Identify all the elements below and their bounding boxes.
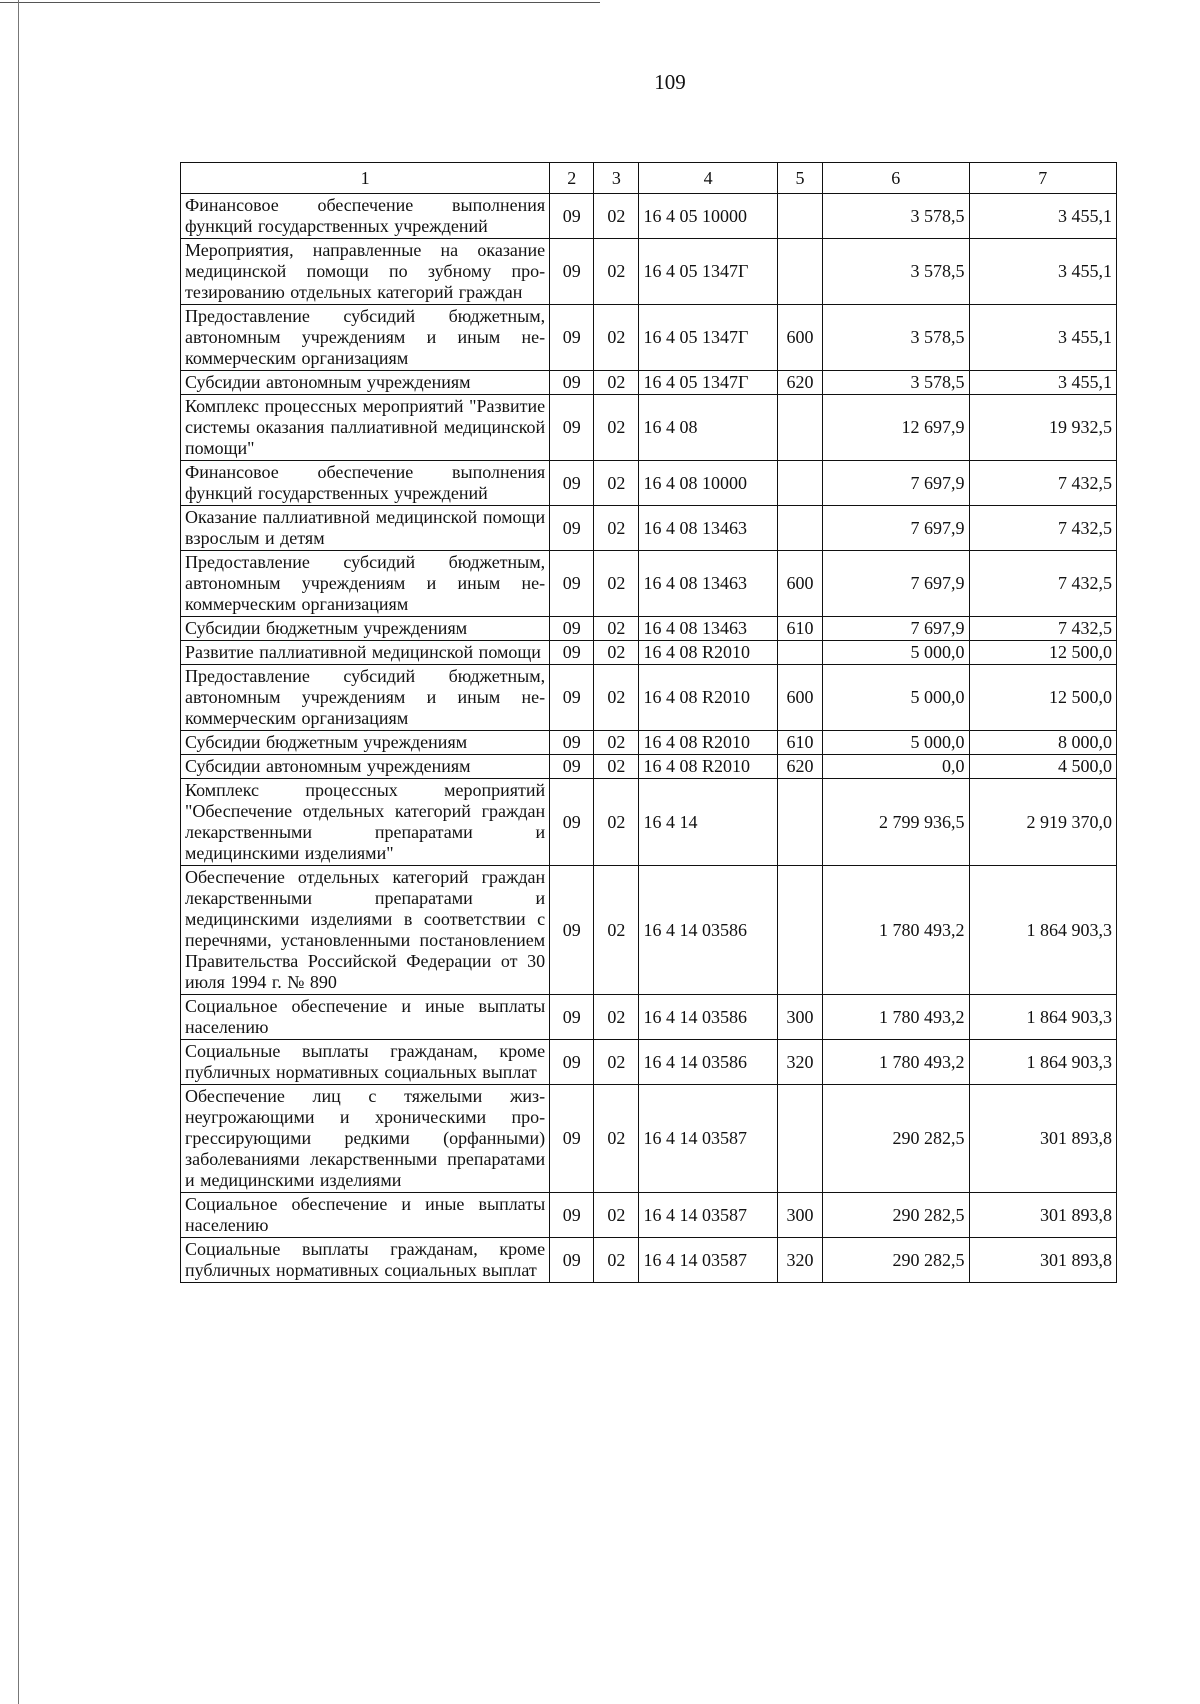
amount-col6-cell: 1 780 493,2 bbox=[823, 995, 969, 1040]
expense-type-cell: 320 bbox=[777, 1040, 822, 1085]
column-header: 2 bbox=[550, 163, 594, 194]
section-code-cell: 09 bbox=[550, 305, 594, 371]
table-row bbox=[181, 1040, 1117, 1085]
table-row bbox=[181, 665, 1117, 731]
amount-col7-cell: 19 932,5 bbox=[969, 395, 1117, 461]
column-header: 1 bbox=[181, 163, 550, 194]
expense-type-cell: 600 bbox=[777, 305, 822, 371]
budget-table bbox=[180, 162, 1117, 1283]
row-name-cell: Социальное обеспечение и иные выплаты населению bbox=[181, 1193, 550, 1238]
subsection-code-cell: 02 bbox=[594, 1193, 639, 1238]
table-row bbox=[181, 1193, 1117, 1238]
column-header: 5 bbox=[777, 163, 822, 194]
amount-col7-cell: 12 500,0 bbox=[969, 641, 1117, 665]
table-row bbox=[181, 779, 1117, 866]
expense-type-cell bbox=[777, 1085, 822, 1193]
target-article-cell: 16 4 14 bbox=[639, 779, 777, 866]
amount-col7-cell: 4 500,0 bbox=[969, 755, 1117, 779]
target-article-cell: 16 4 14 03586 bbox=[639, 995, 777, 1040]
expense-type-cell: 600 bbox=[777, 551, 822, 617]
table-row bbox=[181, 194, 1117, 239]
row-name-cell: Комплекс процессных мероприятий "Развитие системы оказания паллиативной медицинской помощи" bbox=[181, 395, 550, 461]
table-body bbox=[181, 194, 1117, 1283]
header-row bbox=[181, 163, 1117, 194]
section-code-cell: 09 bbox=[550, 1085, 594, 1193]
subsection-code-cell: 02 bbox=[594, 194, 639, 239]
expense-type-cell bbox=[777, 194, 822, 239]
amount-col6-cell: 3 578,5 bbox=[823, 239, 969, 305]
amount-col7-cell: 7 432,5 bbox=[969, 506, 1117, 551]
subsection-code-cell: 02 bbox=[594, 755, 639, 779]
target-article-cell: 16 4 08 13463 bbox=[639, 506, 777, 551]
amount-col7-cell: 1 864 903,3 bbox=[969, 866, 1117, 995]
scan-edge bbox=[18, 0, 19, 1704]
expense-type-cell: 610 bbox=[777, 617, 822, 641]
section-code-cell: 09 bbox=[550, 1193, 594, 1238]
section-code-cell: 09 bbox=[550, 995, 594, 1040]
target-article-cell: 16 4 08 R2010 bbox=[639, 755, 777, 779]
amount-col6-cell: 1 780 493,2 bbox=[823, 1040, 969, 1085]
amount-col6-cell: 7 697,9 bbox=[823, 617, 969, 641]
section-code-cell: 09 bbox=[550, 866, 594, 995]
amount-col7-cell: 7 432,5 bbox=[969, 461, 1117, 506]
row-name-cell: Обеспечение отдельных категорий граждан лекарственными препаратами и медицинскими изделиями в соответствии с перечнями, установленными постановлением Правительства Российской Федерации от 30 июля 1994 г. № 890 bbox=[181, 866, 550, 995]
target-article-cell: 16 4 14 03586 bbox=[639, 1040, 777, 1085]
amount-col7-cell: 3 455,1 bbox=[969, 239, 1117, 305]
row-name-cell: Оказание паллиативной медицинской помощи взрослым и детям bbox=[181, 506, 550, 551]
expense-type-cell bbox=[777, 641, 822, 665]
subsection-code-cell: 02 bbox=[594, 1040, 639, 1085]
subsection-code-cell: 02 bbox=[594, 779, 639, 866]
amount-col7-cell: 301 893,8 bbox=[969, 1238, 1117, 1283]
section-code-cell: 09 bbox=[550, 779, 594, 866]
expense-type-cell bbox=[777, 506, 822, 551]
target-article-cell: 16 4 14 03586 bbox=[639, 866, 777, 995]
subsection-code-cell: 02 bbox=[594, 305, 639, 371]
amount-col6-cell: 7 697,9 bbox=[823, 461, 969, 506]
amount-col7-cell: 2 919 370,0 bbox=[969, 779, 1117, 866]
amount-col6-cell: 5 000,0 bbox=[823, 641, 969, 665]
amount-col7-cell: 7 432,5 bbox=[969, 551, 1117, 617]
target-article-cell: 16 4 08 10000 bbox=[639, 461, 777, 506]
row-name-cell: Финансовое обеспечение выполнения функций государственных учреждений bbox=[181, 461, 550, 506]
amount-col7-cell: 3 455,1 bbox=[969, 305, 1117, 371]
subsection-code-cell: 02 bbox=[594, 461, 639, 506]
amount-col6-cell: 3 578,5 bbox=[823, 194, 969, 239]
target-article-cell: 16 4 05 1347Г bbox=[639, 305, 777, 371]
target-article-cell: 16 4 14 03587 bbox=[639, 1193, 777, 1238]
amount-col7-cell: 7 432,5 bbox=[969, 617, 1117, 641]
amount-col6-cell: 290 282,5 bbox=[823, 1193, 969, 1238]
section-code-cell: 09 bbox=[550, 239, 594, 305]
scan-artifact-line bbox=[0, 2, 600, 3]
section-code-cell: 09 bbox=[550, 371, 594, 395]
column-header: 6 bbox=[823, 163, 969, 194]
target-article-cell: 16 4 14 03587 bbox=[639, 1085, 777, 1193]
amount-col6-cell: 1 780 493,2 bbox=[823, 866, 969, 995]
subsection-code-cell: 02 bbox=[594, 239, 639, 305]
amount-col6-cell: 3 578,5 bbox=[823, 371, 969, 395]
target-article-cell: 16 4 05 10000 bbox=[639, 194, 777, 239]
row-name-cell: Субсидии бюджетным учреждениям bbox=[181, 731, 550, 755]
section-code-cell: 09 bbox=[550, 506, 594, 551]
row-name-cell: Субсидии бюджетным учреждениям bbox=[181, 617, 550, 641]
subsection-code-cell: 02 bbox=[594, 551, 639, 617]
row-name-cell: Социальные выплаты гражданам, кроме публичных нормативных социальных выплат bbox=[181, 1238, 550, 1283]
table-row bbox=[181, 755, 1117, 779]
row-name-cell: Предоставление субсидий бюджетным, автономным учреждениям и иным некоммерческим организациям bbox=[181, 305, 550, 371]
expense-type-cell: 600 bbox=[777, 665, 822, 731]
table-row bbox=[181, 995, 1117, 1040]
amount-col6-cell: 12 697,9 bbox=[823, 395, 969, 461]
amount-col7-cell: 301 893,8 bbox=[969, 1085, 1117, 1193]
expense-type-cell: 620 bbox=[777, 755, 822, 779]
amount-col6-cell: 7 697,9 bbox=[823, 506, 969, 551]
table-row bbox=[181, 641, 1117, 665]
subsection-code-cell: 02 bbox=[594, 1085, 639, 1193]
amount-col6-cell: 290 282,5 bbox=[823, 1238, 969, 1283]
section-code-cell: 09 bbox=[550, 1238, 594, 1283]
subsection-code-cell: 02 bbox=[594, 617, 639, 641]
target-article-cell: 16 4 08 R2010 bbox=[639, 665, 777, 731]
column-header: 7 bbox=[969, 163, 1117, 194]
table-row bbox=[181, 371, 1117, 395]
table-row bbox=[181, 239, 1117, 305]
row-name-cell: Финансовое обеспечение выполнения функций государственных учреждений bbox=[181, 194, 550, 239]
page-number: 109 bbox=[654, 70, 686, 94]
table-row bbox=[181, 506, 1117, 551]
target-article-cell: 16 4 08 13463 bbox=[639, 617, 777, 641]
column-header: 3 bbox=[594, 163, 639, 194]
expense-type-cell: 320 bbox=[777, 1238, 822, 1283]
table-header bbox=[181, 163, 1117, 194]
table-row bbox=[181, 305, 1117, 371]
section-code-cell: 09 bbox=[550, 551, 594, 617]
section-code-cell: 09 bbox=[550, 641, 594, 665]
subsection-code-cell: 02 bbox=[594, 641, 639, 665]
expense-type-cell bbox=[777, 239, 822, 305]
section-code-cell: 09 bbox=[550, 194, 594, 239]
expense-type-cell bbox=[777, 866, 822, 995]
column-header: 4 bbox=[639, 163, 777, 194]
section-code-cell: 09 bbox=[550, 665, 594, 731]
expense-type-cell bbox=[777, 461, 822, 506]
section-code-cell: 09 bbox=[550, 755, 594, 779]
expense-type-cell: 300 bbox=[777, 1193, 822, 1238]
expense-type-cell bbox=[777, 395, 822, 461]
amount-col6-cell: 290 282,5 bbox=[823, 1085, 969, 1193]
amount-col6-cell: 0,0 bbox=[823, 755, 969, 779]
amount-col7-cell: 12 500,0 bbox=[969, 665, 1117, 731]
target-article-cell: 16 4 08 R2010 bbox=[639, 641, 777, 665]
row-name-cell: Социальные выплаты гражданам, кроме публичных нормативных социальных выплат bbox=[181, 1040, 550, 1085]
row-name-cell: Обеспечение лиц с тяжелыми жизнеугрожающими и хроническими прогрессирующими редкими (орфанными) заболеваниями лекарственными препаратами и медицинскими изделиями bbox=[181, 1085, 550, 1193]
section-code-cell: 09 bbox=[550, 1040, 594, 1085]
amount-col7-cell: 3 455,1 bbox=[969, 371, 1117, 395]
amount-col7-cell: 1 864 903,3 bbox=[969, 1040, 1117, 1085]
amount-col6-cell: 7 697,9 bbox=[823, 551, 969, 617]
amount-col7-cell: 301 893,8 bbox=[969, 1193, 1117, 1238]
table-row bbox=[181, 551, 1117, 617]
section-code-cell: 09 bbox=[550, 395, 594, 461]
amount-col7-cell: 8 000,0 bbox=[969, 731, 1117, 755]
subsection-code-cell: 02 bbox=[594, 866, 639, 995]
row-name-cell: Развитие паллиативной медицинской помощи bbox=[181, 641, 550, 665]
expense-type-cell bbox=[777, 779, 822, 866]
target-article-cell: 16 4 08 13463 bbox=[639, 551, 777, 617]
amount-col6-cell: 3 578,5 bbox=[823, 305, 969, 371]
table-row bbox=[181, 731, 1117, 755]
table-row bbox=[181, 1085, 1117, 1193]
section-code-cell: 09 bbox=[550, 461, 594, 506]
expense-type-cell: 300 bbox=[777, 995, 822, 1040]
row-name-cell: Субсидии автономным учреждениям bbox=[181, 755, 550, 779]
subsection-code-cell: 02 bbox=[594, 506, 639, 551]
expense-type-cell: 610 bbox=[777, 731, 822, 755]
expense-type-cell: 620 bbox=[777, 371, 822, 395]
row-name-cell: Комплекс процессных мероприятий "Обеспечение отдельных категорий граждан лекарственными препаратами и медицинскими изделиями" bbox=[181, 779, 550, 866]
target-article-cell: 16 4 08 R2010 bbox=[639, 731, 777, 755]
subsection-code-cell: 02 bbox=[594, 995, 639, 1040]
section-code-cell: 09 bbox=[550, 731, 594, 755]
row-name-cell: Социальное обеспечение и иные выплаты населению bbox=[181, 995, 550, 1040]
row-name-cell: Предоставление субсидий бюджетным, автономным учреждениям и иным некоммерческим организациям bbox=[181, 665, 550, 731]
table-row bbox=[181, 866, 1117, 995]
amount-col7-cell: 3 455,1 bbox=[969, 194, 1117, 239]
subsection-code-cell: 02 bbox=[594, 1238, 639, 1283]
table-row bbox=[181, 395, 1117, 461]
row-name-cell: Субсидии автономным учреждениям bbox=[181, 371, 550, 395]
section-code-cell: 09 bbox=[550, 617, 594, 641]
row-name-cell: Предоставление субсидий бюджетным, автономным учреждениям и иным некоммерческим организациям bbox=[181, 551, 550, 617]
target-article-cell: 16 4 14 03587 bbox=[639, 1238, 777, 1283]
target-article-cell: 16 4 05 1347Г bbox=[639, 239, 777, 305]
amount-col6-cell: 5 000,0 bbox=[823, 731, 969, 755]
target-article-cell: 16 4 08 bbox=[639, 395, 777, 461]
subsection-code-cell: 02 bbox=[594, 665, 639, 731]
row-name-cell: Мероприятия, направленные на оказание медицинской помощи по зубному протезированию отдельных категорий граждан bbox=[181, 239, 550, 305]
amount-col6-cell: 2 799 936,5 bbox=[823, 779, 969, 866]
amount-col6-cell: 5 000,0 bbox=[823, 665, 969, 731]
amount-col7-cell: 1 864 903,3 bbox=[969, 995, 1117, 1040]
subsection-code-cell: 02 bbox=[594, 731, 639, 755]
subsection-code-cell: 02 bbox=[594, 395, 639, 461]
target-article-cell: 16 4 05 1347Г bbox=[639, 371, 777, 395]
table-row bbox=[181, 1238, 1117, 1283]
table-row bbox=[181, 617, 1117, 641]
table-row bbox=[181, 461, 1117, 506]
subsection-code-cell: 02 bbox=[594, 371, 639, 395]
